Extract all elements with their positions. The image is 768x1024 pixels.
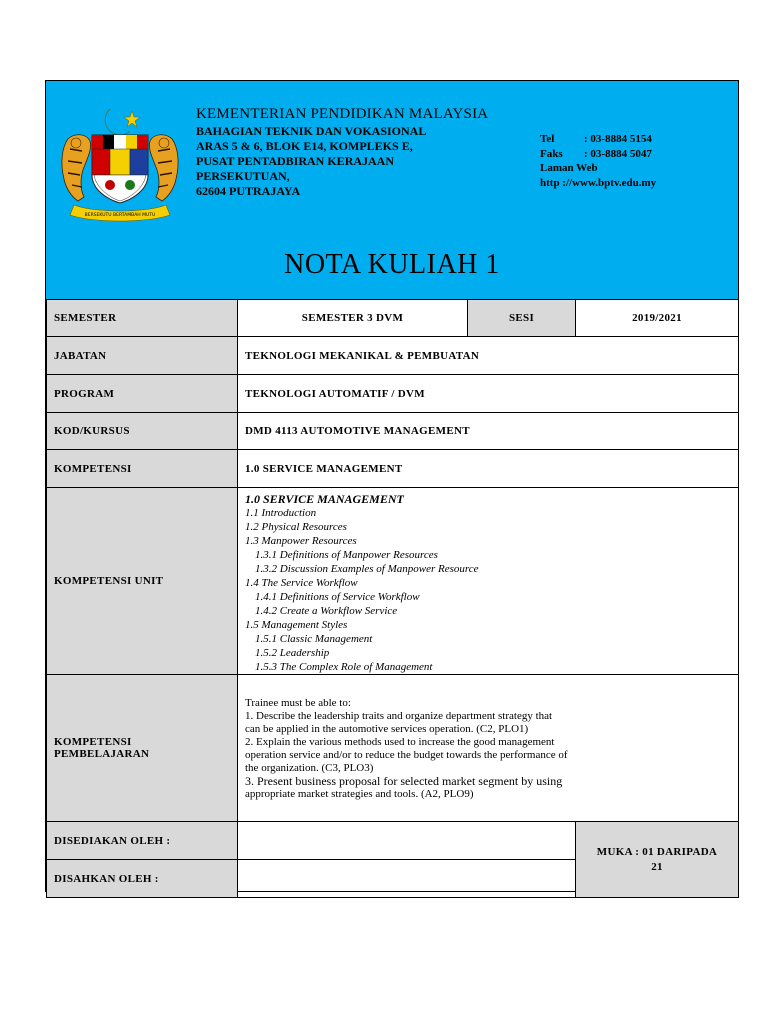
- kompetensi-label: KOMPETENSI: [47, 450, 238, 488]
- web-label: Laman Web: [540, 162, 598, 174]
- disediakan-signature-field[interactable]: [238, 822, 576, 860]
- learning-outcome-line: appropriate market strategies and tools. (A2, PLO9): [245, 788, 474, 800]
- learning-outcome-line: 3. Present business proposal for selected market segment by using: [245, 774, 563, 788]
- disediakan-row: [47, 822, 739, 860]
- semester-label: SEMESTER: [47, 300, 238, 337]
- kod-row: [47, 413, 739, 450]
- web-link[interactable]: http ://www.bptv.edu.my: [540, 176, 657, 189]
- unit-topic: 1.5 Management Styles: [245, 619, 348, 631]
- tel-value: : 03-8884 5154: [584, 133, 652, 145]
- unit-subtopic: 1.3.1 Definitions of Manpower Resources: [255, 549, 438, 561]
- unit-subtopic: 1.4.2 Create a Workflow Service: [255, 605, 398, 617]
- unit-topic-list: [245, 506, 731, 674]
- kompetensi-row: [47, 450, 739, 488]
- learning-outcome-line: 1. Describe the leadership traits and organize department strategy that: [245, 710, 553, 722]
- sesi-value: 2019/2021: [576, 300, 739, 337]
- malaysia-coat-of-arms-icon: [54, 105, 186, 223]
- page-number-total: 21: [651, 860, 663, 873]
- disahkan-signature-field[interactable]: [238, 860, 576, 898]
- unit-subtopic: 1.5.1 Classic Management: [255, 633, 373, 645]
- learning-intro: Trainee must be able to:: [245, 697, 351, 709]
- program-row: [47, 375, 739, 413]
- ministry-name: KEMENTERIAN PENDIDIKAN MALAYSIA: [196, 106, 489, 122]
- pembelajaran-label-line: PEMBELAJARAN: [54, 748, 150, 760]
- address-line: PERSEKUTUAN,: [196, 169, 290, 183]
- kod-label: KOD/KURSUS: [47, 413, 238, 450]
- unit-topic: 1.4 The Service Workflow: [245, 577, 358, 589]
- jabatan-value: TEKNOLOGI MEKANIKAL & PEMBUATAN: [238, 337, 739, 375]
- address-line: BAHAGIAN TEKNIK DAN VOKASIONAL: [196, 124, 427, 138]
- learning-outcome-line: the organization. (C3, PLO3): [245, 762, 374, 774]
- unit-subtopic: 1.4.1 Definitions of Service Workflow: [255, 591, 420, 603]
- unit-topic: 1.2 Physical Resources: [245, 521, 347, 533]
- address-line: ARAS 5 & 6, BLOK E14, KOMPLEKS E,: [196, 139, 413, 153]
- contact-block: [540, 132, 656, 190]
- unit-topic: 1.3 Manpower Resources: [245, 535, 357, 547]
- program-value: TEKNOLOGI AUTOMATIF / DVM: [238, 375, 739, 413]
- unit-subtopic: 1.3.2 Discussion Examples of Manpower Resource: [255, 563, 479, 575]
- program-label: PROGRAM: [47, 375, 238, 413]
- learning-outcome-line: operation service and/or to reduce the budget towards the performance of: [245, 749, 568, 761]
- letterhead: [46, 81, 738, 300]
- kompetensi-pembelajaran-label: [47, 675, 238, 822]
- course-info-table: [46, 299, 739, 898]
- page-number-cell: [576, 822, 739, 898]
- crest-motto-text: BERSEKUTU BERTAMBAH MUTU: [84, 213, 156, 218]
- kod-value: DMD 4113 AUTOMOTIVE MANAGEMENT: [238, 413, 739, 450]
- kompetensi-value: 1.0 SERVICE MANAGEMENT: [238, 450, 739, 488]
- jabatan-row: [47, 337, 739, 375]
- unit-heading: 1.0 SERVICE MANAGEMENT: [245, 492, 404, 506]
- kompetensi-unit-content: [238, 488, 739, 675]
- document-title: NOTA KULIAH 1: [284, 249, 500, 280]
- tel-row: [540, 132, 656, 147]
- pembelajaran-label-line: KOMPETENSI: [54, 736, 132, 748]
- unit-subtopic: 1.5.3 The Complex Role of Management: [255, 661, 433, 673]
- tel-label: Tel: [540, 133, 555, 145]
- kompetensi-unit-row: [47, 488, 739, 675]
- disediakan-label: DISEDIAKAN OLEH :: [47, 822, 238, 860]
- unit-subtopic: 1.5.2 Leadership: [255, 647, 330, 659]
- learning-outcome-line: can be applied in the automotive services operation. (C2, PLO1): [245, 723, 529, 735]
- learning-outcome-line: 2. Explain the various methods used to increase the good management: [245, 736, 555, 748]
- jabatan-label: JABATAN: [47, 337, 238, 375]
- semester-row: [47, 300, 739, 337]
- semester-value: SEMESTER 3 DVM: [238, 300, 468, 337]
- kompetensi-pembelajaran-content: [238, 675, 739, 822]
- faks-value: : 03-8884 5047: [584, 147, 652, 160]
- ministry-block: [196, 107, 488, 199]
- document-frame: [45, 80, 739, 892]
- sesi-label: SESI: [468, 300, 576, 337]
- faks-row: [540, 147, 656, 162]
- disahkan-label: DISAHKAN OLEH :: [47, 860, 238, 898]
- address-line: PUSAT PENTADBIRAN KERAJAAN: [196, 154, 395, 168]
- unit-topic: 1.1 Introduction: [245, 507, 317, 519]
- page-number-line: MUKA : 01 DARIPADA: [596, 845, 718, 858]
- kompetensi-unit-label: KOMPETENSI UNIT: [47, 488, 238, 675]
- address-line: 62604 PUTRAJAYA: [196, 184, 301, 198]
- kompetensi-pembelajaran-row: [47, 675, 739, 822]
- faks-label: Faks: [540, 147, 563, 160]
